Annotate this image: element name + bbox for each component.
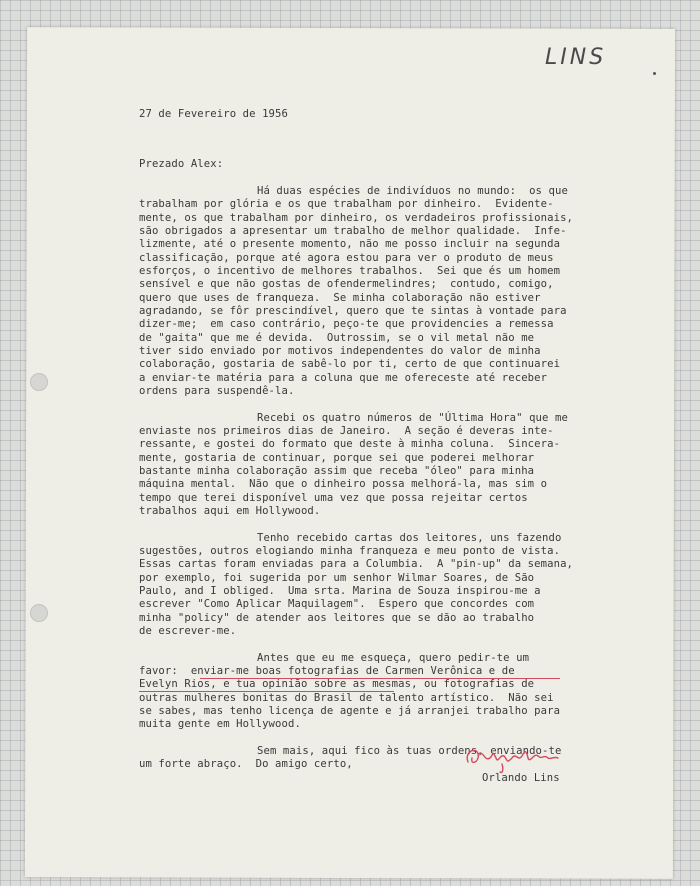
text-line: dizer-me; em caso contrário, peço-te que providencies a remessa [139, 318, 554, 330]
text-line: de "gaita" que me é devida. Outrossim, se o vil metal não me [139, 332, 535, 344]
text-line: Tenho recebido cartas dos leitores, uns fazendo [257, 532, 562, 544]
pencil-dot [653, 72, 656, 75]
text-line: Há duas espécies de indivíduos no mundo: os que [257, 185, 568, 197]
text-line: a enviar-te matéria para a coluna que me ofereceste até receber [139, 372, 548, 384]
signature-scrawl [462, 740, 582, 776]
letter-date: 27 de Fevereiro de 1956 [139, 108, 288, 120]
text-line: agradando, se fôr prescindível, quero que te sintas à vontade para [139, 305, 567, 317]
signature-name: Orlando Lins [482, 772, 560, 784]
text-line: classificação, porque até agora estou para ver o produto de meus [139, 252, 554, 264]
text-line: máquina mental. Não que o dinheiro possa melhorá-la, mas sim o [139, 478, 548, 490]
text-line: Essas cartas foram enviadas para a Columbia. A "pin-up" da semana, [139, 558, 574, 570]
text-line: são obrigados a apresentar um trabalho de melhor qualidade. Infe- [139, 225, 567, 237]
text-line: trabalham por glória e os que trabalham por dinheiro. Evidente- [139, 198, 554, 210]
text-line: de escrever-me. [139, 625, 237, 637]
text-line: sensível e que não gostas de ofendermelindres; contudo, comigo, [139, 278, 554, 290]
salutation: Prezado Alex: [139, 158, 224, 170]
text-line: Evelyn Rios, e tua opinião sobre as mesmas, ou fotografias de [139, 678, 535, 690]
text-line: quero que uses de franqueza. Se minha colaboração não estiver [139, 292, 541, 304]
punch-hole [30, 373, 48, 391]
text-line: Paulo, and I obliged. Uma srta. Marina de Souza inspirou-me a [139, 585, 541, 597]
text-line: muita gente em Hollywood. [139, 718, 301, 730]
text-line: ressante, e gostei do formato que deste à minha coluna. Sincera- [139, 438, 561, 450]
text-line: tempo que terei disponível uma vez que possa rejeitar certos [139, 492, 528, 504]
punch-hole [30, 604, 48, 622]
text-line: tiver sido enviado por motivos independentes do valor de minha [139, 345, 541, 357]
text-line: ordens para suspendê-la. [139, 385, 295, 397]
text-line: lizmente, até o presente momento, não me posso incluir na segunda [139, 238, 561, 250]
text-line: outras mulheres bonitas do Brasil de talento artístico. Não sei [139, 692, 554, 704]
red-underline [139, 691, 394, 692]
text-line: Sem mais, aqui fico às tuas ordens, enviando-te [257, 745, 562, 757]
text-line: Recebi os quatro números de "Última Hora" que me [257, 412, 568, 424]
text-line: bastante minha colaboração assim que receba "óleo" para minha [139, 465, 535, 477]
red-underline [200, 678, 560, 679]
text-line: mente, os que trabalham por dinheiro, os verdadeiros profissionais, [139, 212, 574, 224]
text-line: favor: enviar-me boas fotografias de Carmen Verônica e de [139, 665, 515, 677]
text-line: sugestões, outros elogiando minha franqueza e meu ponto de vista. [139, 545, 561, 557]
text-line: por exemplo, foi sugerida por um senhor Wilmar Soares, de São [139, 572, 535, 584]
text-line: trabalhos aqui em Hollywood. [139, 505, 321, 517]
text-line: esforços, o incentivo de melhores trabalhos. Sei que és um homem [139, 265, 561, 277]
text-line: se sabes, mas tenho licença de agente e já arranjei trabalho para [139, 705, 561, 717]
text-line: escrever "Como Aplicar Maquilagem". Espero que concordes com [139, 598, 535, 610]
text-line: minha "policy" de atender aos leitores que se dão ao trabalho [139, 612, 535, 624]
margin-note: LINS [545, 45, 607, 70]
text-line: colaboração, gostaria de sabê-lo por ti, certo de que continuarei [139, 358, 561, 370]
text-line: enviaste nos primeiros dias de Janeiro. A seção é deveras inte- [139, 425, 554, 437]
text-line: um forte abraço. Do amigo certo, [139, 758, 353, 770]
text-line: mente, gostaria de continuar, porque sei que poderei melhorar [139, 452, 535, 464]
text-line: Antes que eu me esqueça, quero pedir-te um [257, 652, 530, 664]
